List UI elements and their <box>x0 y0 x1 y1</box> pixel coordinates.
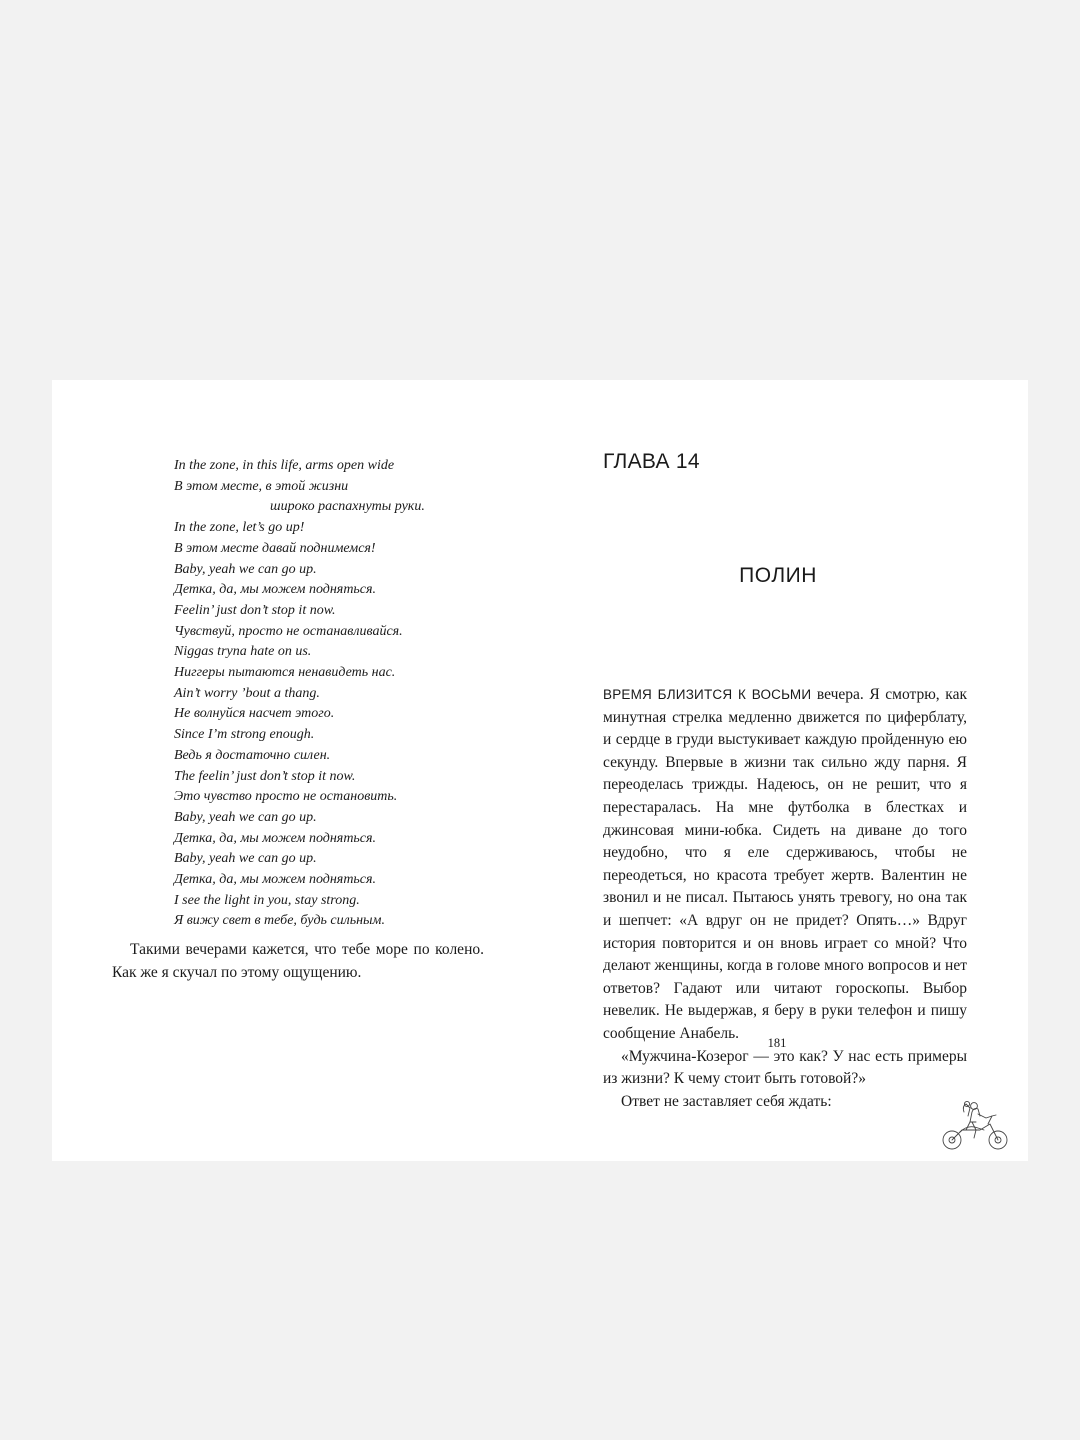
lyric-line: Baby, yeah we can go up. <box>174 561 317 577</box>
lyric-line: Since I’m strong enough. <box>174 727 315 743</box>
lyric-line: Чувствуй, просто не останавливайся. <box>174 623 403 639</box>
lyric-line: Feelin’ just don’t stop it now. <box>174 602 336 618</box>
lyric-line: В этом месте, в этой жизни <box>174 478 349 494</box>
paragraph-1-text: вечера. Я смотрю, как минутная стрелка медленно движется по циферблату, и сердце в груди выстукивает каждую пройденную ею секунду. Впервые в жизни так сильно жду парня. Я переоделась трижды. Надеюсь, он не решит, что я перестаралась. На мне футболка в блестках и джинсовая мини-юбка. Сидеть на диване до того неудобно, что я еле сдерживаюсь, чтобы не переодеться, но красота требует жертв. Валентин не звонил и не писал. Пытаюсь унять тревогу, но она так и шепчет: «А вдруг он не придет? Опять…» Вдруг история повторится и он вновь играет со мной? Что делают женщины, когда в голове много вопросов и нет ответов? Гадают или читают гороскопы. Выбор невелик. Не выдержав, я беру в руки телефон и пишу сообщение Анабель. <box>603 686 967 1042</box>
paragraph-2: «Мужчина-Козерог — это как? У нас есть примеры из жизни? К чему стоит быть готовой?» <box>603 1047 967 1088</box>
lyric-line: I see the light in you, stay strong. <box>174 892 360 908</box>
page-number: 181 <box>767 1036 787 1050</box>
pov-heading: ПОЛИН <box>739 564 817 587</box>
lyric-line: Ain’t worry ’bout a thang. <box>174 685 320 701</box>
closing-paragraph: Такими вечерами кажется, что тебе море по колено. Как же я скучал по этому ощущению. <box>112 941 484 981</box>
paragraph-3: Ответ не заставляет себя ждать: <box>621 1092 832 1110</box>
paragraph-1 <box>603 684 967 1046</box>
lyric-line: широко распахнуты руки. <box>270 499 425 515</box>
lyric-line: The feelin’ just don’t stop it now. <box>174 768 356 784</box>
lead-in-caps: ВРЕМЯ БЛИЗИТСЯ К ВОСЬМИ <box>603 687 812 702</box>
lyric-line: Я вижу свет в тебе, будь сильным. <box>174 913 385 929</box>
lyric-line: Niggas tryna hate on us. <box>174 644 312 660</box>
song-lyrics <box>174 456 534 932</box>
lyric-line: Детка, да, мы можем подняться. <box>174 872 377 888</box>
lyric-line: In the zone, let’s go up! <box>174 520 305 536</box>
lyric-line: Это чувство просто не остановить. <box>174 789 398 805</box>
book-spread <box>52 380 1028 1161</box>
left-page-paragraph <box>112 938 484 984</box>
lyric-line: Baby, yeah we can go up. <box>174 809 317 825</box>
lyric-line: В этом месте давай поднимемся! <box>174 540 376 556</box>
lyric-line: Baby, yeah we can go up. <box>174 851 317 867</box>
chapter-title: ГЛАВА 14 <box>603 450 700 473</box>
lyric-line: In the zone, in this life, arms open wide <box>174 458 395 473</box>
lyric-line: Не волнуйся насчет этого. <box>174 706 335 722</box>
lyric-line: Детка, да, мы можем подняться. <box>174 582 377 598</box>
motorcycle-rider-icon <box>940 1100 1012 1152</box>
lyric-line: Ведь я достаточно силен. <box>174 747 331 763</box>
lyric-line: Детка, да, мы можем подняться. <box>174 830 377 846</box>
lyric-line: Ниггеры пытаются ненавидеть нас. <box>174 665 396 681</box>
